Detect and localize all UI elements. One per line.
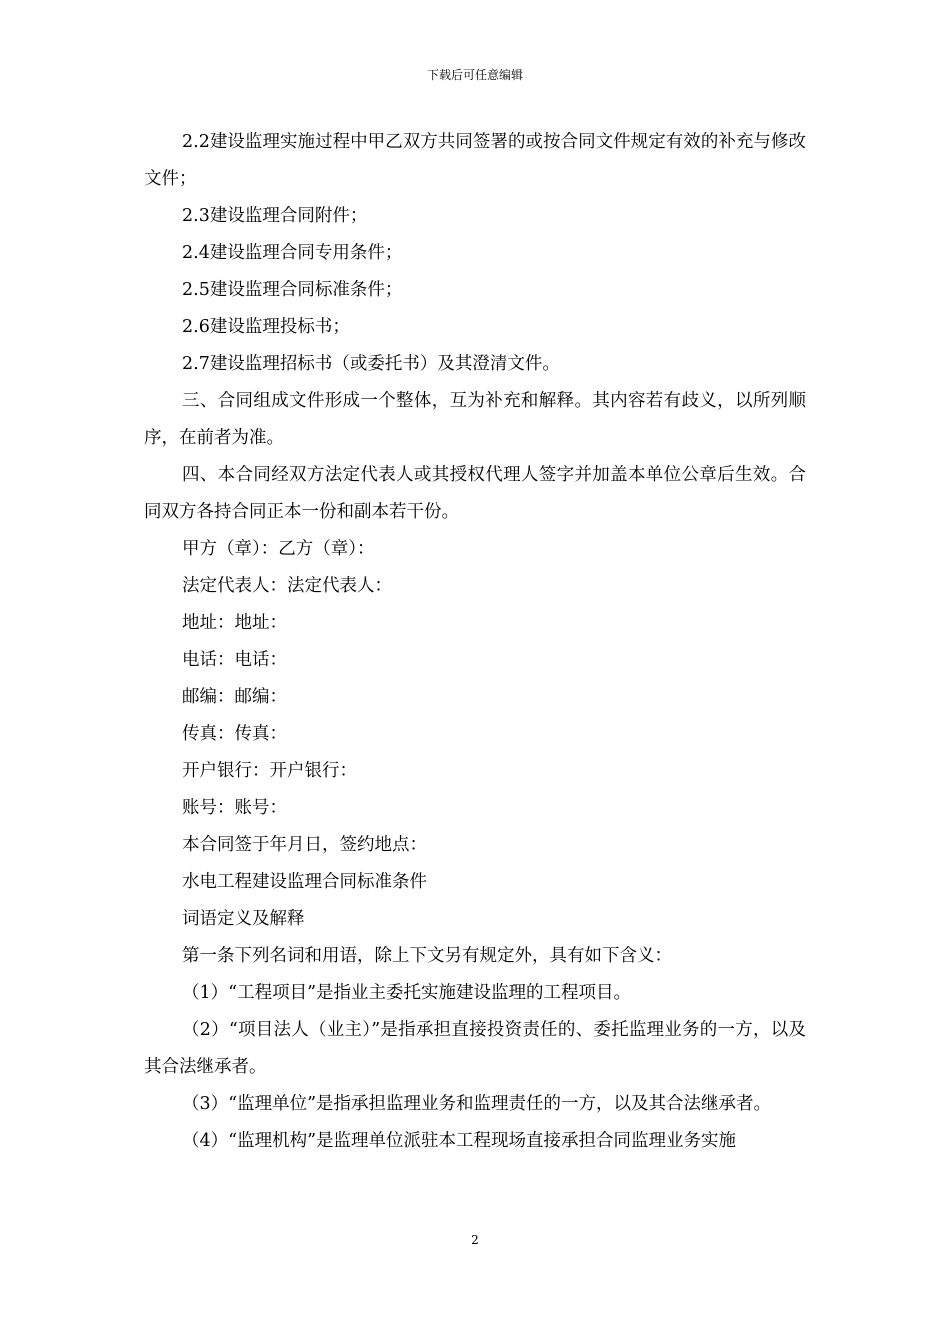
paragraph-2-7: 2.7建设监理招标书（或委托书）及其澄清文件。 bbox=[182, 354, 560, 374]
signature-account-line: 账号：账号： bbox=[182, 798, 287, 818]
definition-3: （3）“监理单位”是指承担监理业务和监理责任的一方，以及其合法继承者。 bbox=[182, 1094, 772, 1114]
signature-fax-line: 传真：传真： bbox=[182, 724, 287, 744]
signature-seal-line: 甲方（章）：乙方（章）： bbox=[182, 539, 375, 559]
definition-2: （2）“项目法人（业主）”是指承担直接投资责任的、委托监理业务的一方，以及其合法继承者。 bbox=[144, 1020, 806, 1077]
signature-legal-rep-line: 法定代表人：法定代表人： bbox=[182, 576, 392, 596]
definitions-heading: 词语定义及解释 bbox=[182, 909, 305, 929]
document-body bbox=[144, 124, 806, 1160]
signature-phone-line: 电话：电话： bbox=[182, 650, 287, 670]
paragraph-2-2: 2.2建设监理实施过程中甲乙双方共同签署的或按合同文件规定有效的补充与修改文件； bbox=[144, 132, 806, 189]
standard-conditions-title: 水电工程建设监理合同标准条件 bbox=[182, 872, 427, 892]
page-number: 2 bbox=[471, 1233, 479, 1247]
page-header: 下载后可任意编辑 bbox=[426, 68, 523, 82]
paragraph-2-5: 2.5建设监理合同标准条件； bbox=[182, 280, 403, 300]
definition-1: （1）“工程项目”是指业主委托实施建设监理的工程项目。 bbox=[182, 983, 632, 1003]
definition-4: （4）“监理机构”是监理单位派驻本工程现场直接承担合同监理业务实施 bbox=[182, 1131, 737, 1151]
article-1-intro: 第一条下列名词和用语，除上下文另有规定外，具有如下含义： bbox=[182, 946, 672, 966]
paragraph-section-4: 四、本合同经双方法定代表人或其授权代理人签字并加盖本单位公章后生效。合同双方各持合同正本一份和副本若干份。 bbox=[144, 465, 806, 522]
signature-bank-line: 开户银行：开户银行： bbox=[182, 761, 357, 781]
signature-address-line: 地址：地址： bbox=[182, 613, 287, 633]
paragraph-2-6: 2.6建设监理投标书； bbox=[182, 317, 350, 337]
signing-date-place-line: 本合同签于年月日，签约地点： bbox=[182, 835, 427, 855]
signature-postcode-line: 邮编：邮编： bbox=[182, 687, 287, 707]
paragraph-2-4: 2.4建设监理合同专用条件； bbox=[182, 243, 403, 263]
paragraph-2-3: 2.3建设监理合同附件； bbox=[182, 206, 368, 226]
paragraph-section-3: 三、合同组成文件形成一个整体，互为补充和解释。其内容若有歧义，以所列顺序，在前者为准。 bbox=[144, 391, 806, 448]
